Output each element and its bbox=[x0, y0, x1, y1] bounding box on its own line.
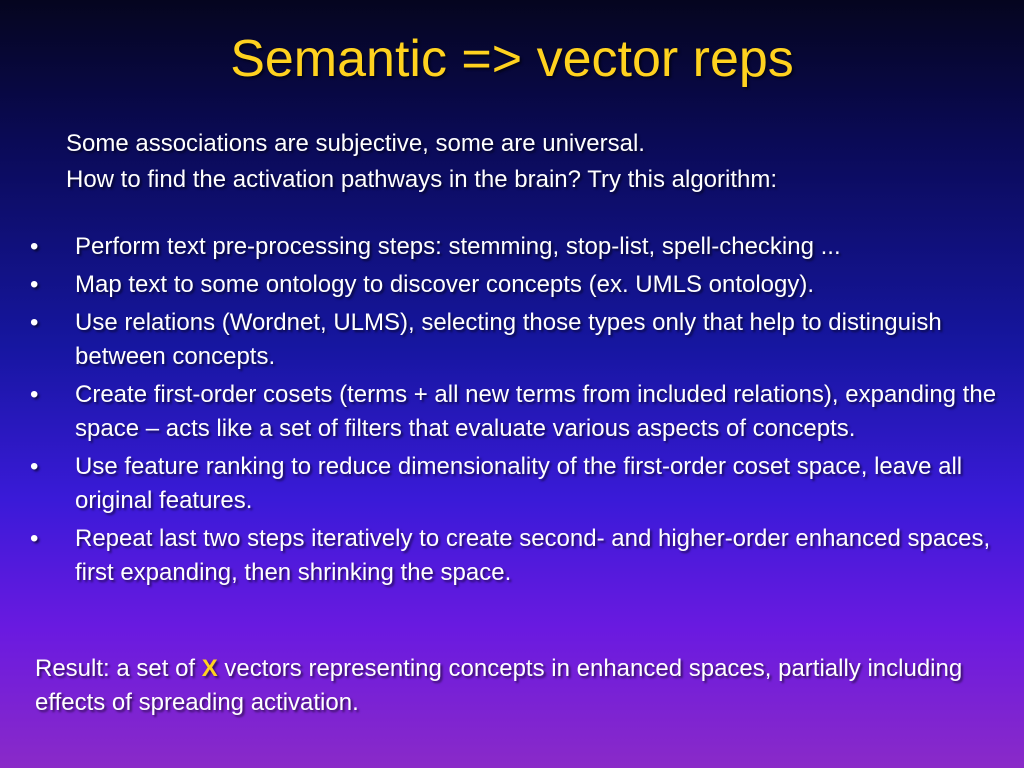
bullet-list bbox=[30, 230, 1000, 594]
bullet-marker: • bbox=[30, 233, 39, 260]
bullet-marker: • bbox=[30, 271, 39, 298]
bullet-item bbox=[30, 522, 1000, 590]
bullet-item bbox=[30, 230, 1000, 264]
bullet-marker: • bbox=[30, 453, 39, 480]
bullet-text: Create first-order cosets (terms + all new terms from included relations), expanding the space – acts like a set of filters that evaluate various aspects of concepts. bbox=[75, 381, 997, 442]
result-suffix: vectors representing concepts in enhanced spaces, partially including effects of spreading activation. bbox=[35, 655, 963, 716]
bullet-marker: • bbox=[30, 309, 39, 336]
intro-text bbox=[66, 126, 777, 198]
bullet-item bbox=[30, 450, 1000, 518]
result-highlight: X bbox=[201, 655, 218, 682]
slide-title: Semantic => vector reps bbox=[230, 30, 794, 88]
bullet-text: Map text to some ontology to discover concepts (ex. UMLS ontology). bbox=[75, 271, 815, 298]
bullet-text: Perform text pre-processing steps: stemming, stop-list, spell-checking ... bbox=[75, 233, 841, 260]
result-text bbox=[35, 652, 995, 720]
bullet-item bbox=[30, 306, 1000, 374]
bullet-text: Repeat last two steps iteratively to create second- and higher-order enhanced spaces, first expanding, then shrinking the space. bbox=[75, 525, 991, 586]
bullet-item bbox=[30, 378, 1000, 446]
bullet-marker: • bbox=[30, 525, 39, 552]
bullet-marker: • bbox=[30, 381, 39, 408]
intro-line: How to find the activation pathways in the brain? Try this algorithm: bbox=[66, 166, 778, 193]
bullet-text: Use feature ranking to reduce dimensionality of the first-order coset space, leave all original features. bbox=[75, 453, 963, 514]
bullet-item bbox=[30, 268, 1000, 302]
result-prefix: Result: a set of bbox=[35, 655, 202, 682]
intro-line: Some associations are subjective, some are universal. bbox=[66, 130, 645, 157]
bullet-text: Use relations (Wordnet, ULMS), selecting those types only that help to distinguish between concepts. bbox=[75, 309, 942, 370]
